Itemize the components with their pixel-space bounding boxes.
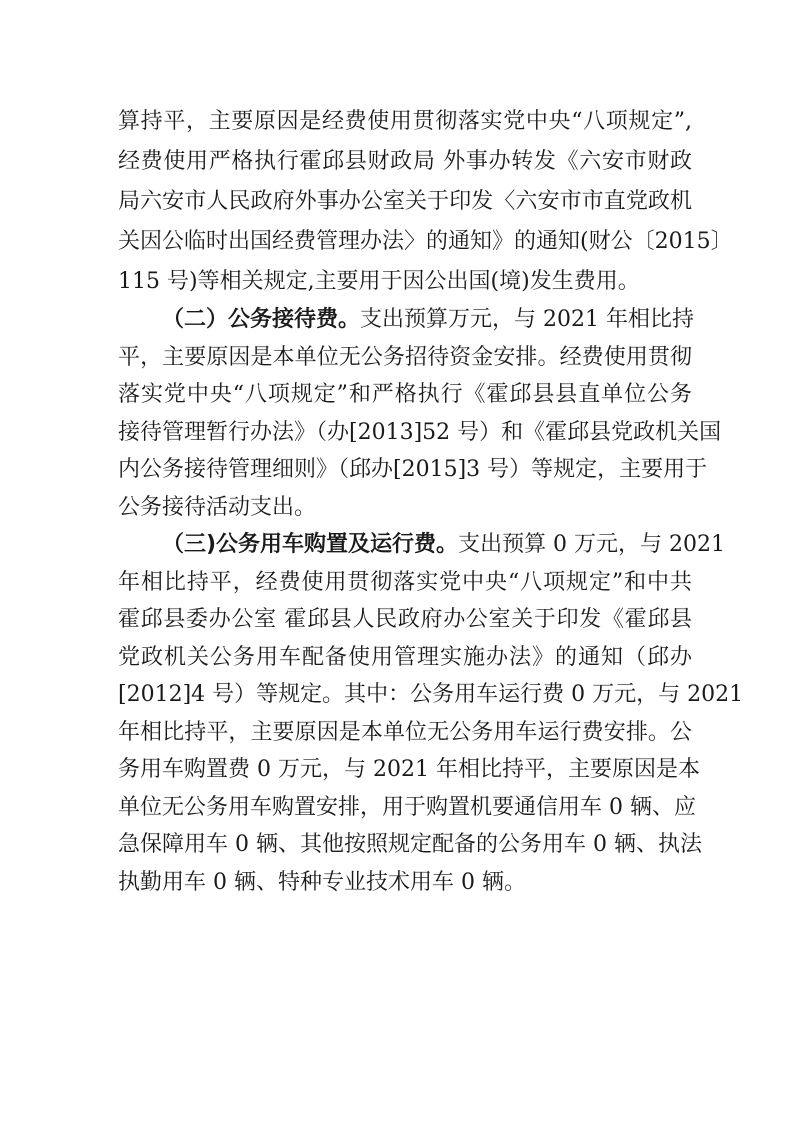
text-line: 经费使用严格执行霍邱县财政局 外事办转发《六安市财政 — [118, 149, 692, 174]
text-line: 局六安市人民政府外事办公室关于印发〈六安市市直党政机 — [118, 189, 692, 214]
text-line: 关因公临时出国经费管理办法〉的通知》的通知(财公〔2015〕 — [118, 229, 733, 254]
paragraph-overseas-travel-continued — [118, 109, 733, 311]
text-line: 党政机关公务用车配备使用管理实施办法》的通知（邱办 — [118, 644, 692, 670]
text-segment: 支出预算万元，与 2021 年相比持 — [360, 307, 694, 332]
text-line: 执勤用车 0 辆、特种专业技术用车 0 辆。 — [118, 869, 526, 895]
text-line: 算持平，主要原因是经费使用贯彻落实党中央“八项规定”, — [118, 109, 692, 134]
text-line: 霍邱县委办公室 霍邱县人民政府办公室关于印发《霍邱县 — [118, 607, 692, 632]
text-line: 务用车购置费 0 万元，与 2021 年相比持平，主要原因是本 — [118, 757, 700, 782]
text-line: [2012]4 号）等规定。其中：公务用车运行费 0 万元，与 2021 — [118, 682, 744, 707]
text-segment: 支出预算 0 万元，与 2021 — [458, 532, 726, 557]
text-line: 年相比持平，主要原因是本单位无公务用车运行费安排。公 — [118, 719, 692, 745]
text-line: 急保障用车 0 辆、其他按照规定配备的公务用车 0 辆、执法 — [118, 832, 702, 857]
text-line: 接待管理暂行办法》（办[2013]52 号）和《霍邱县党政机关国 — [118, 419, 722, 445]
paragraph-official-vehicles — [118, 532, 744, 909]
text-line: 115 号)等相关规定,主要用于因公出国(境)发生费用。 — [118, 269, 640, 294]
text-line — [118, 532, 726, 557]
text-line: 落实党中央“八项规定”和严格执行《霍邱县县直单位公务 — [118, 382, 692, 407]
section-heading: （二）公务接待费。 — [162, 307, 361, 332]
paragraph-official-reception — [118, 307, 722, 534]
section-heading: （三)公务用车购置及运行费。 — [162, 532, 459, 557]
text-line: 内公务接待管理细则》（邱办[2015]3 号）等规定，主要用于 — [118, 457, 708, 482]
text-line: 平，主要原因是本单位无公务招待资金安排。经费使用贯彻 — [118, 344, 692, 370]
text-line — [118, 309, 692, 331]
text-line: 公务接待活动支出。 — [118, 494, 317, 520]
text-line: 年相比持平，经费使用贯彻落实党中央“八项规定”和中共 — [118, 569, 692, 595]
text-line: 单位无公务用车购置安排，用于购置机要通信用车 0 辆、应 — [118, 794, 696, 820]
